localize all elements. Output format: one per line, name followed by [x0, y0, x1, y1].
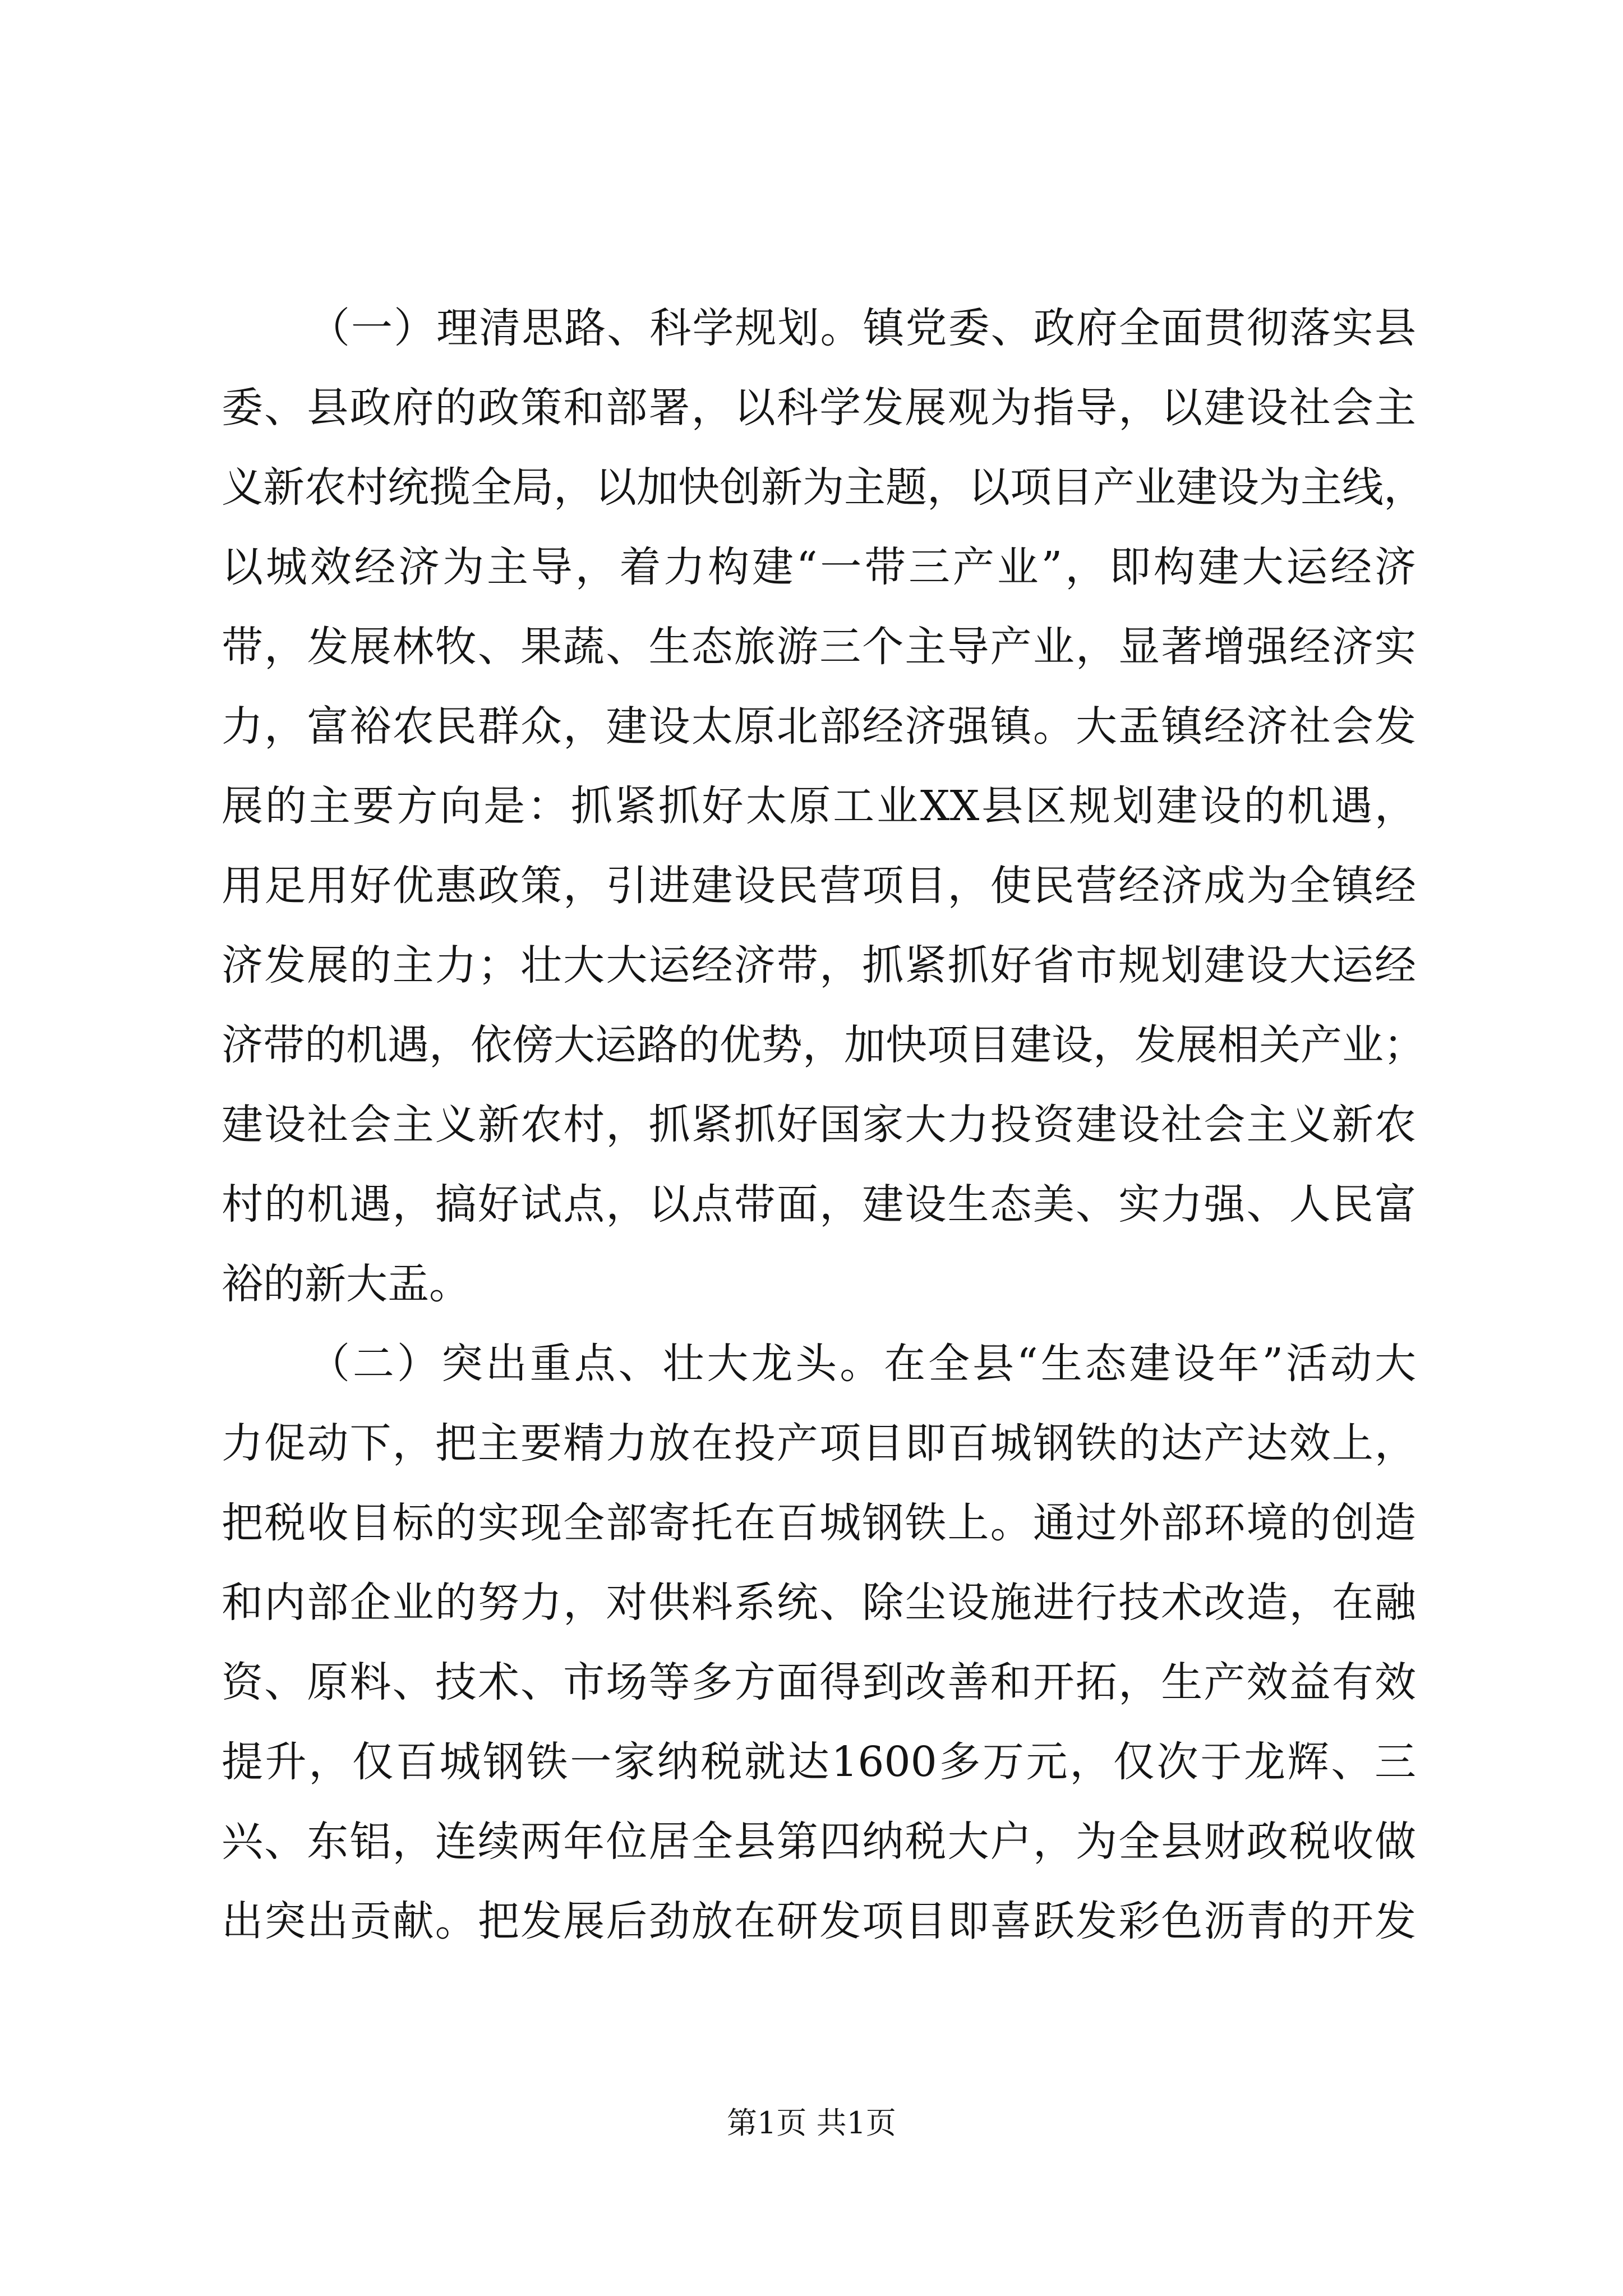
page-number-footer: 第1页 共1页: [727, 2105, 896, 2141]
paragraph-2-line-4: 和内部企业的努力，对供料系统、除尘设施进行技术改造，在融: [222, 1579, 1416, 1627]
paragraph-2-line-1: （二）突出重点、壮大龙头。在全县“生态建设年”活动大: [308, 1340, 1416, 1388]
paragraph-1-line-8: 用足用好优惠政策，引进建设民营项目，使民营经济成为全镇经: [222, 862, 1416, 910]
paragraph-1-line-1: （一）理清思路、科学规划。镇党委、政府全面贯彻落实县: [308, 304, 1416, 352]
paragraph-1-line-7: 展的主要方向是：抓紧抓好太原工业XX县区规划建设的机遇，: [222, 782, 1416, 830]
paragraph-1-line-5: 带，发展林牧、果蔬、生态旅游三个主导产业，显著增强经济实: [222, 623, 1416, 671]
paragraph-1-line-13: 裕的新大盂。: [222, 1260, 471, 1308]
paragraph-2-line-8: 出突出贡献。把发展后劲放在研发项目即喜跃发彩色沥青的开发: [222, 1897, 1416, 1945]
paragraph-2-line-7: 兴、东铝，连续两年位居全县第四纳税大户，为全县财政税收做: [222, 1818, 1416, 1866]
paragraph-2-line-3: 把税收目标的实现全部寄托在百城钢铁上。通过外部环境的创造: [222, 1499, 1416, 1547]
paragraph-1-line-4: 以城效经济为主导，着力构建“一带三产业”，即构建大运经济: [222, 543, 1416, 591]
paragraph-1-line-10: 济带的机遇，依傍大运路的优势，加快项目建设，发展相关产业；: [222, 1021, 1425, 1069]
paragraph-2-line-5: 资、原料、技术、市场等多方面得到改善和开拓，生产效益有效: [222, 1658, 1416, 1706]
paragraph-2-line-2: 力促动下，把主要精力放在投产项目即百城钢铁的达产达效上，: [222, 1419, 1416, 1467]
paragraph-1-line-12: 村的机遇，搞好试点，以点带面，建设生态美、实力强、人民富: [222, 1180, 1416, 1228]
paragraph-1-line-9: 济发展的主力；壮大大运经济带，抓紧抓好省市规划建设大运经: [222, 941, 1416, 990]
paragraph-1-line-3: 义新农村统揽全局，以加快创新为主题，以项目产业建设为主线，: [222, 463, 1425, 512]
paragraph-1-line-2: 委、县政府的政策和部署，以科学发展观为指导，以建设社会主: [222, 384, 1416, 432]
paragraph-1-line-11: 建设社会主义新农村，抓紧抓好国家大力投资建设社会主义新农: [222, 1101, 1416, 1149]
paragraph-2-line-6: 提升，仅百城钢铁一家纳税就达1600多万元，仅次于龙辉、三: [222, 1738, 1416, 1786]
paragraph-1-line-6: 力，富裕农民群众，建设太原北部经济强镇。大盂镇经济社会发: [222, 702, 1416, 751]
